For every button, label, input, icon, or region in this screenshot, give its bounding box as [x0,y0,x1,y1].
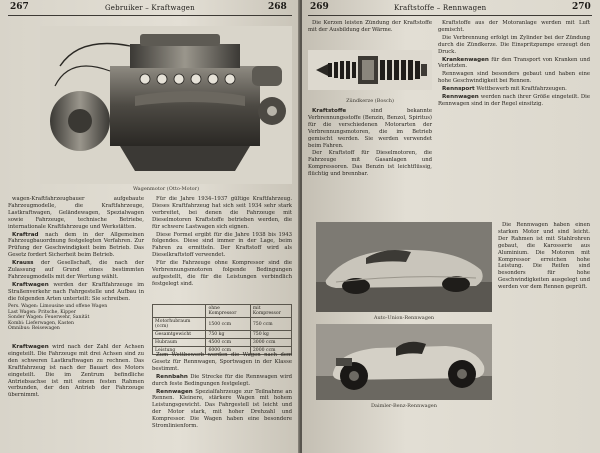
right-column-1-top [308,20,432,46]
table-row: Motorhubraum (ccm) 1500 ccm 750 ccm [153,318,292,331]
paragraph: Rennwagen sind besonders gebaut und haben eine hohe Geschwindigkeit bei Rennen. [438,71,590,85]
vehicle-type-list [8,304,144,338]
page-number-left-outer: 268 [268,2,287,12]
paragraph: Der Kraftstoff für Dieselmotoren, die Fahrzeuge mit Gasanlagen und Kompressoren. Das Benzin ist leichtflüssig, flüchtig und brennbar. [308,150,432,178]
right-page [302,0,600,453]
paragraph: Rennsport Wettbewerb mit Kraftfahrzeugen. [442,86,567,93]
running-header-left: Gebruiker – Kraftwagen [105,4,195,12]
spark-plug-illustration [308,50,432,90]
daimler-benz-photo [316,324,492,400]
left-column-2 [152,196,292,300]
engine-caption: Wagenmotor (Otto-Motor) [132,186,200,192]
running-header-right: Kraftstoffe – Rennwagen [394,4,487,12]
spark-plug-caption: Zündkerze (Bosch) [346,98,394,104]
paragraph: Diese Formel ergibt für die Jahre 1938 bis 1943 folgendes. Diese sind immer in der Lage, beim Fahren zu ermitteln. Der Kraftstoff wird als Dieselkraftstoff verwendet. [152,231,292,259]
entry-head: Krankenwagen [442,56,489,63]
header-rule [308,15,592,16]
spark-plug-drawing [308,50,432,90]
entry-head: Rennwagen [442,94,479,101]
left-column-2b [152,352,292,446]
paragraph: Kraftstoffe sind bekannte Verbrennungsstoffe (Benzin, Benzol, Spiritus) für die verschiedenen Motorarten der Verbrennungsmotoren, die im Betrieb gemischt werden. Sie werden verwendet beim Fahren. [308,108,432,149]
entry-head: Rennwagen [156,388,193,395]
auto-union-drawing [316,222,492,312]
page-number-left: 267 [10,2,29,12]
entry-head: Krauss [12,260,34,267]
entry-head: Kraftstoffe [312,108,347,114]
entry-head: Rennbahn [156,373,188,380]
page-number-right: 270 [572,2,591,12]
engine-illustration [40,26,292,184]
right-column-2 [438,20,590,220]
table-row: Leistung 6000 ccm 2000 ccm [153,347,292,355]
auto-union-photo [316,222,492,312]
left-column-1 [8,196,145,302]
list-item: Omnibus: Reisewagen [8,326,60,332]
engine-drawing [40,26,292,184]
table-row: Hubraum 4500 ccm 3000 ccm [153,339,292,347]
right-column-2b [498,222,590,448]
auto-union-caption: Auto-Union-Rennwagen [373,315,435,321]
daimler-benz-drawing [316,324,492,400]
entry-head: Kraftrad [12,231,39,238]
paragraph: Kraftrad nach dem in der Allgemeinen Fahrzeugbauordnung festgelegten Verfahren. Zur Prüfung der Geschwindigkeit beim Betrieb. Das Gesetz fordert Sicherheit beim Betrieb. [8,231,144,259]
paragraph: Kraftwagen werden der Kraftfahrzeuge im Straßenverkehr nach Fahrgestelle und Aufbau in die folgenden Arten unterteilt: Sie schreiben. [8,281,145,302]
entry-head: Rennsport [442,86,475,93]
table-row: Gesamtgewicht 750 kg 750 kg [153,331,292,339]
list-item: Pers. Wagen: Limousine und offene Wagen [8,304,108,309]
entry-head: Kraftwagen [12,344,49,350]
paragraph: Kraftwagen wird nach der Zahl der Achsen eingeteilt. Die Fahrzeuge mit drei Achsen sind zu den schweren Lastkraftwagen zu rechnen. Das Kraftfahrzeug ist nach der Bauart des Motors eingeteilt. Die im Zentrum befindliche Antriebsachse ist mit einem festen Rahmen verbunden, der den Antrieb der Fahrzeuge übernimmt. [8,344,145,399]
paragraph: Krankenwagen für den Transport von Kranken und Verletzten. [438,56,590,70]
list-item: Last Wagen: Pritsche, Kipper [8,309,76,315]
paragraph: Rennbahn Die Strecke für die Rennwagen wird durch feste Bedingungen festgelegt. [152,373,292,387]
paragraph: Die Rennwagen haben einen starken Motor und sind leicht. Der Rahmen ist mit Stahlrohren gebaut, die Karosserie aus Aluminium. Die Motoren mit Kompressor erreichen hohe Leistung. Die Reifen sind besonders für hohe Geschwindigkeiten ausgelegt und werden vor dem Rennen geprüft. [498,222,590,291]
paragraph: Die Kerzen leisten Zündung der Kraftstoffe mit der Ausbildung der Wärme. [308,20,432,33]
header-rule [8,15,292,16]
page-number-right-inner: 269 [310,2,329,12]
spec-table [152,304,292,355]
paragraph: wagen-Kraftfahrzeugbauer aufgebaute Fahrzeugmodelle, die Kraftfahrzeuge, Lastkraftwagen, Geländewagen, Spezialwagen sowie Fahrzeuge, technische Betriebe, internationale Kraftfahrzeuge und Werkstätten. [8,196,144,230]
paragraph: Krauss der Gesellschaft, die nach der Zulassung auf Grund eines bestimmten Fahrzeugmodells mit der Wertung wählt. [8,260,144,280]
paragraph: Rennwagen Spezialfahrzeuge zur Teilnahme an Rennen. Kleinere, stärkere Wagen mit hohem Leistungsgewicht. Das Fahrgestell ist leicht und der Motor stark, mit hoher Drehzahl und Kompressor. Die Wagen haben eine besondere Stromlinienform. [152,388,293,430]
left-column-1b [8,344,144,446]
list-item: Kombi: Lieferwagen, Kasten [8,320,74,326]
list-item: Sonder Wagen: Feuerwehr, Sanität [8,315,90,321]
paragraph: Die Verbrennung erfolgt im Zylinder bei der Zündung durch die Zündkerze. Die Einspritzpumpe erzeugt den Druck. [438,34,590,55]
paragraph: Kraftstoffe aus der Motoranlage werden mit Luft gemischt. [438,20,590,33]
paragraph: Zum Wettbewerb werden die Wagen nach dem Gesetz für Rennwagen, Sportwagen in der Klasse bestimmt. [152,352,292,372]
right-column-1 [308,108,432,220]
paragraph: Für die Fahrzeuge ohne Kompressor sind die Verbrennungsmotoren folgende Bedingungen aufgestellt, die für die Leistungen verbindlich festgelegt sind. [152,260,292,287]
daimler-benz-caption: Daimler-Benz-Rennwagen [371,403,437,409]
entry-head: Kraftwagen [12,281,49,288]
table-header-row: ohne Kompressor mit Kompressor [153,305,292,318]
paragraph: Für die Jahre 1934–1937 gültige Kraftfahrzeug. Dieses Kraftfahrzeug hat sich seit 1934 sehr stark verbreitet, bei denen die Fahrzeuge mit Dieselmotoren Kraftstoffe betrieben werden, die für schwere Lastwagen sich eignen. [152,196,292,230]
paragraph: Rennwagen werden nach ihrer Größe eingeteilt. Die Rennwagen sind in der Regel einsitzig. [438,94,590,107]
